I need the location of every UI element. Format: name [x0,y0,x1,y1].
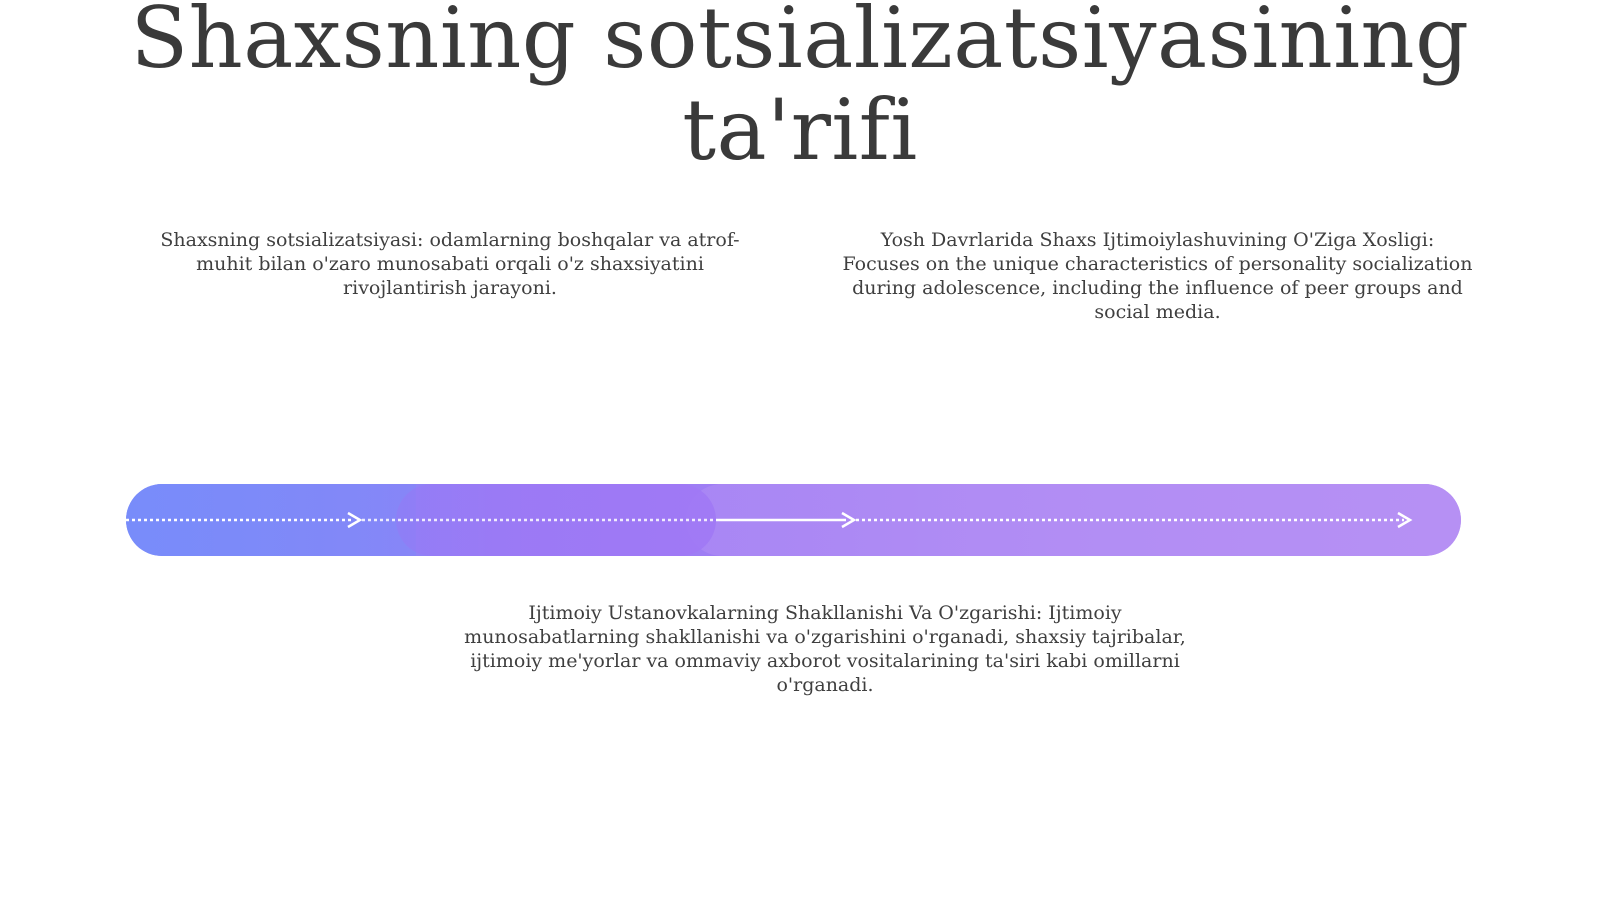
timeline-item-1-text: Shaxsning sotsializatsiyasi: odamlarning boshqalar va atrof-muhit bilan o'zaro munosabati orqali o'z shaxsiyatini rivojlantirish jarayoni. [160,229,740,299]
slide-title: Shaxsning sotsializatsiyasining ta'rifi [130,0,1470,179]
timeline-bar [126,484,1461,556]
timeline-item-3-text: Ijtimoiy Ustanovkalarning Shakllanishi Va O'zgarishi: Ijtimoiy munosabatlarning shakllanishi va o'zgarishini o'rganadi, shaxsiy tajribalar, ijtimoiy me'yorlar va ommaviy axborot vositalarining ta'siri kabi omillarni o'rganadi. [464,602,1186,696]
timeline-item-2-text: Yosh Davrlarida Shaxs Ijtimoiylashuvining O'Ziga Xosligi: Focuses on the unique characteristics of personality socialization during adolescence, including the influence of peer groups and social media. [842,229,1473,323]
timeline-track [126,484,1461,556]
